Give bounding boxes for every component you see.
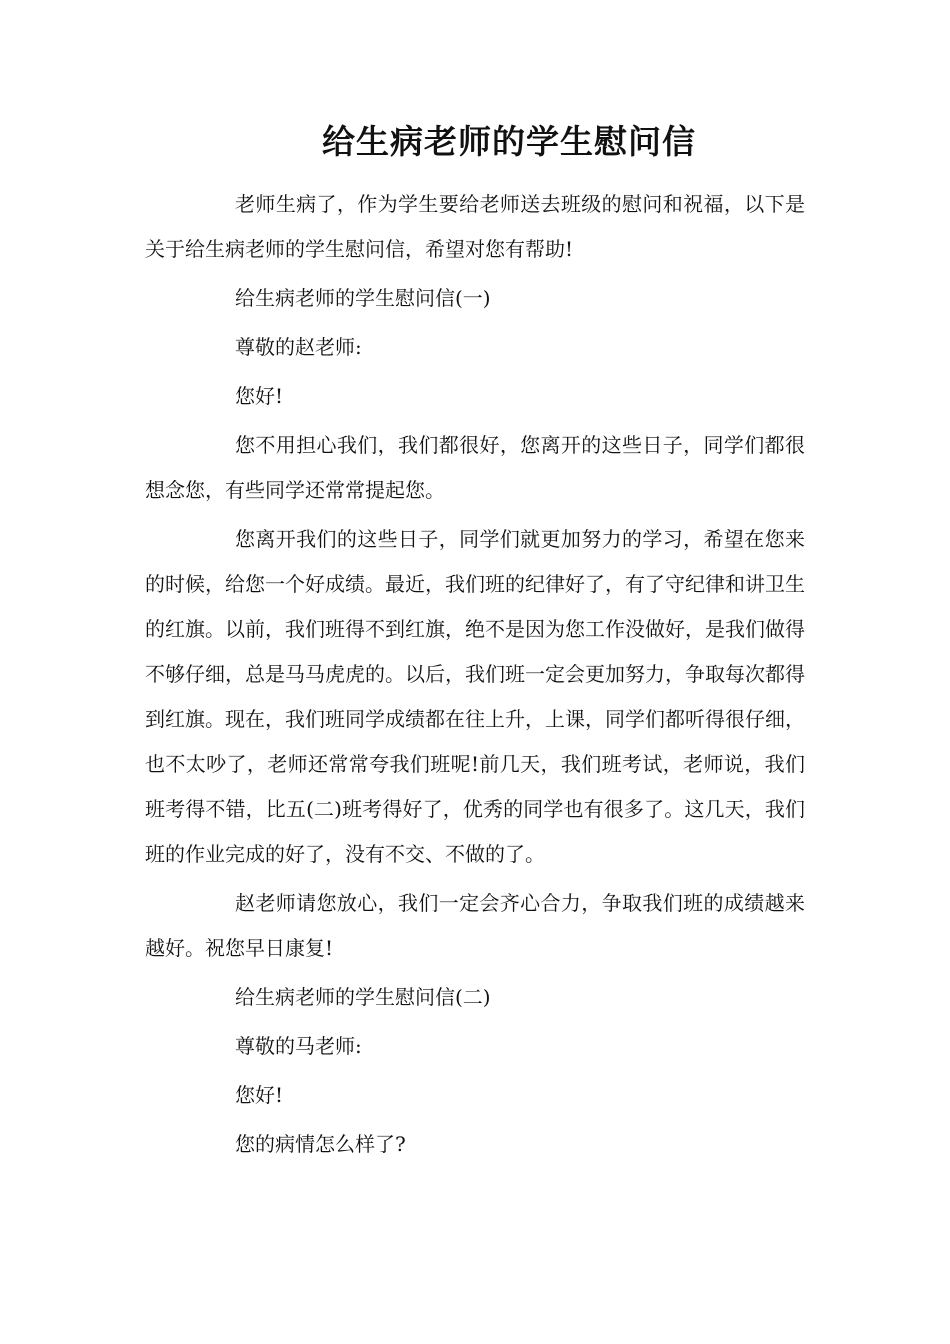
letter-one-salutation: 尊敬的赵老师: — [235, 335, 362, 359]
document-body — [145, 182, 805, 1171]
intro-paragraph: 老师生病了，作为学生要给老师送去班级的慰问和祝福，以下是关于给生病老师的学生慰问信，希望对您有帮助! — [145, 192, 805, 261]
letter-two-paragraph: 您的病情怎么样了? — [235, 1132, 406, 1156]
letter-one-greeting: 您好! — [235, 384, 284, 408]
letter-one-paragraph: 您离开我们的这些日子，同学们就更加努力的学习，希望在您来的时候，给您一个好成绩。最近，我们班的纪律好了，有了守纪律和讲卫生的红旗。以前，我们班得不到红旗，绝不是因为您工作没做好，是我们做得不够仔细，总是马马虎虎的。以后，我们班一定会更加努力，争取每次都得到红旗。现在，我们班同学成绩都在往上升，上课，同学们都听得很仔细，也不太吵了，老师还常常夸我们班呢!前几天，我们班考试，老师说，我们班考得不错，比五(二)班考得好了，优秀的同学也有很多了。这几天，我们班的作业完成的好了，没有不交、不做的了。 — [145, 527, 805, 866]
letter-two-salutation: 尊敬的马老师: — [235, 1034, 362, 1058]
letter-one-heading: 给生病老师的学生慰问信(一) — [235, 286, 491, 310]
document-title: 给生病老师的学生慰问信 — [322, 122, 696, 161]
letter-two-greeting: 您好! — [235, 1083, 284, 1107]
letter-two-heading: 给生病老师的学生慰问信(二) — [235, 985, 491, 1009]
letter-one-paragraph: 赵老师请您放心，我们一定会齐心合力，争取我们班的成绩越来越好。祝您早日康复! — [145, 891, 805, 960]
letter-one-paragraph: 您不用担心我们，我们都很好，您离开的这些日子，同学们都很想念您，有些同学还常常提起您。 — [145, 433, 805, 502]
